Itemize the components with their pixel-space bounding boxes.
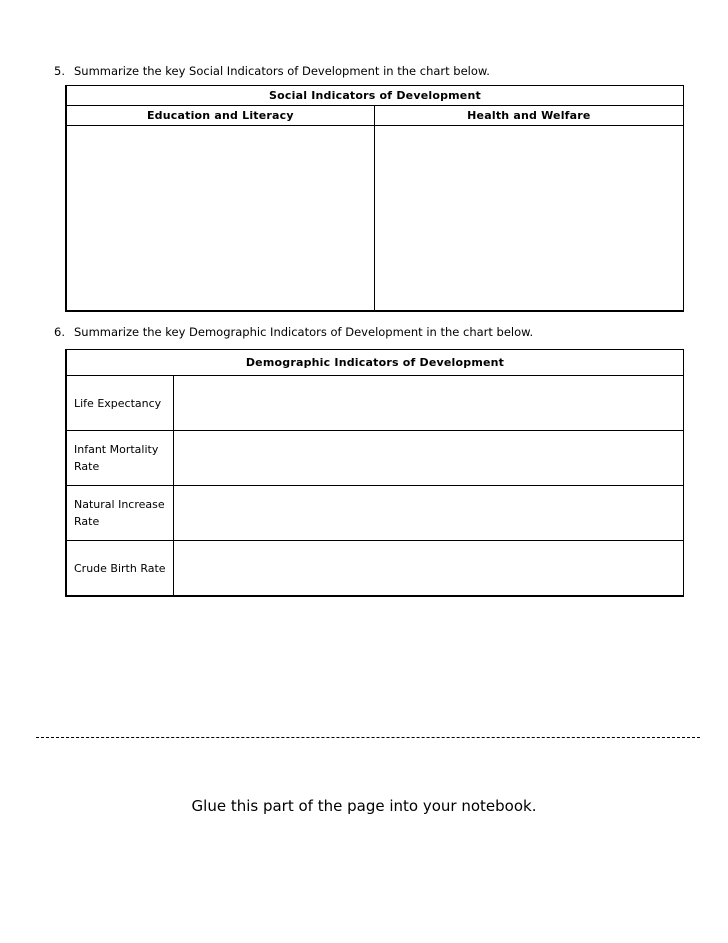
row-label-infant-mortality-rate: Infant Mortality Rate <box>66 431 173 486</box>
natural-increase-answer-cell[interactable] <box>173 486 683 541</box>
demographic-indicators-table <box>65 349 684 597</box>
question-6-number: 6. <box>54 325 65 339</box>
education-answer-cell[interactable] <box>66 126 374 312</box>
demographic-table-title: Demographic Indicators of Development <box>66 350 684 376</box>
question-5 <box>54 64 490 78</box>
social-indicators-table <box>65 85 684 312</box>
row-label-crude-birth-rate: Crude Birth Rate <box>66 541 173 597</box>
infant-mortality-answer-cell[interactable] <box>173 431 683 486</box>
crude-birth-rate-answer-cell[interactable] <box>173 541 683 597</box>
cut-line-divider <box>36 737 700 738</box>
health-answer-cell[interactable] <box>374 126 683 312</box>
column-header-health: Health and Welfare <box>374 106 683 126</box>
question-6-text: Summarize the key Demographic Indicators of Development in the chart below. <box>74 325 534 339</box>
life-expectancy-answer-cell[interactable] <box>173 376 683 431</box>
question-5-number: 5. <box>54 64 65 78</box>
row-label-natural-increase-rate: Natural Increase Rate <box>66 486 173 541</box>
row-label-life-expectancy: Life Expectancy <box>66 376 173 431</box>
glue-instruction: Glue this part of the page into your notebook. <box>191 797 537 815</box>
column-header-education: Education and Literacy <box>66 106 374 126</box>
social-table-title: Social Indicators of Development <box>66 86 684 106</box>
question-6 <box>54 325 533 339</box>
question-5-text: Summarize the key Social Indicators of Development in the chart below. <box>74 64 490 78</box>
